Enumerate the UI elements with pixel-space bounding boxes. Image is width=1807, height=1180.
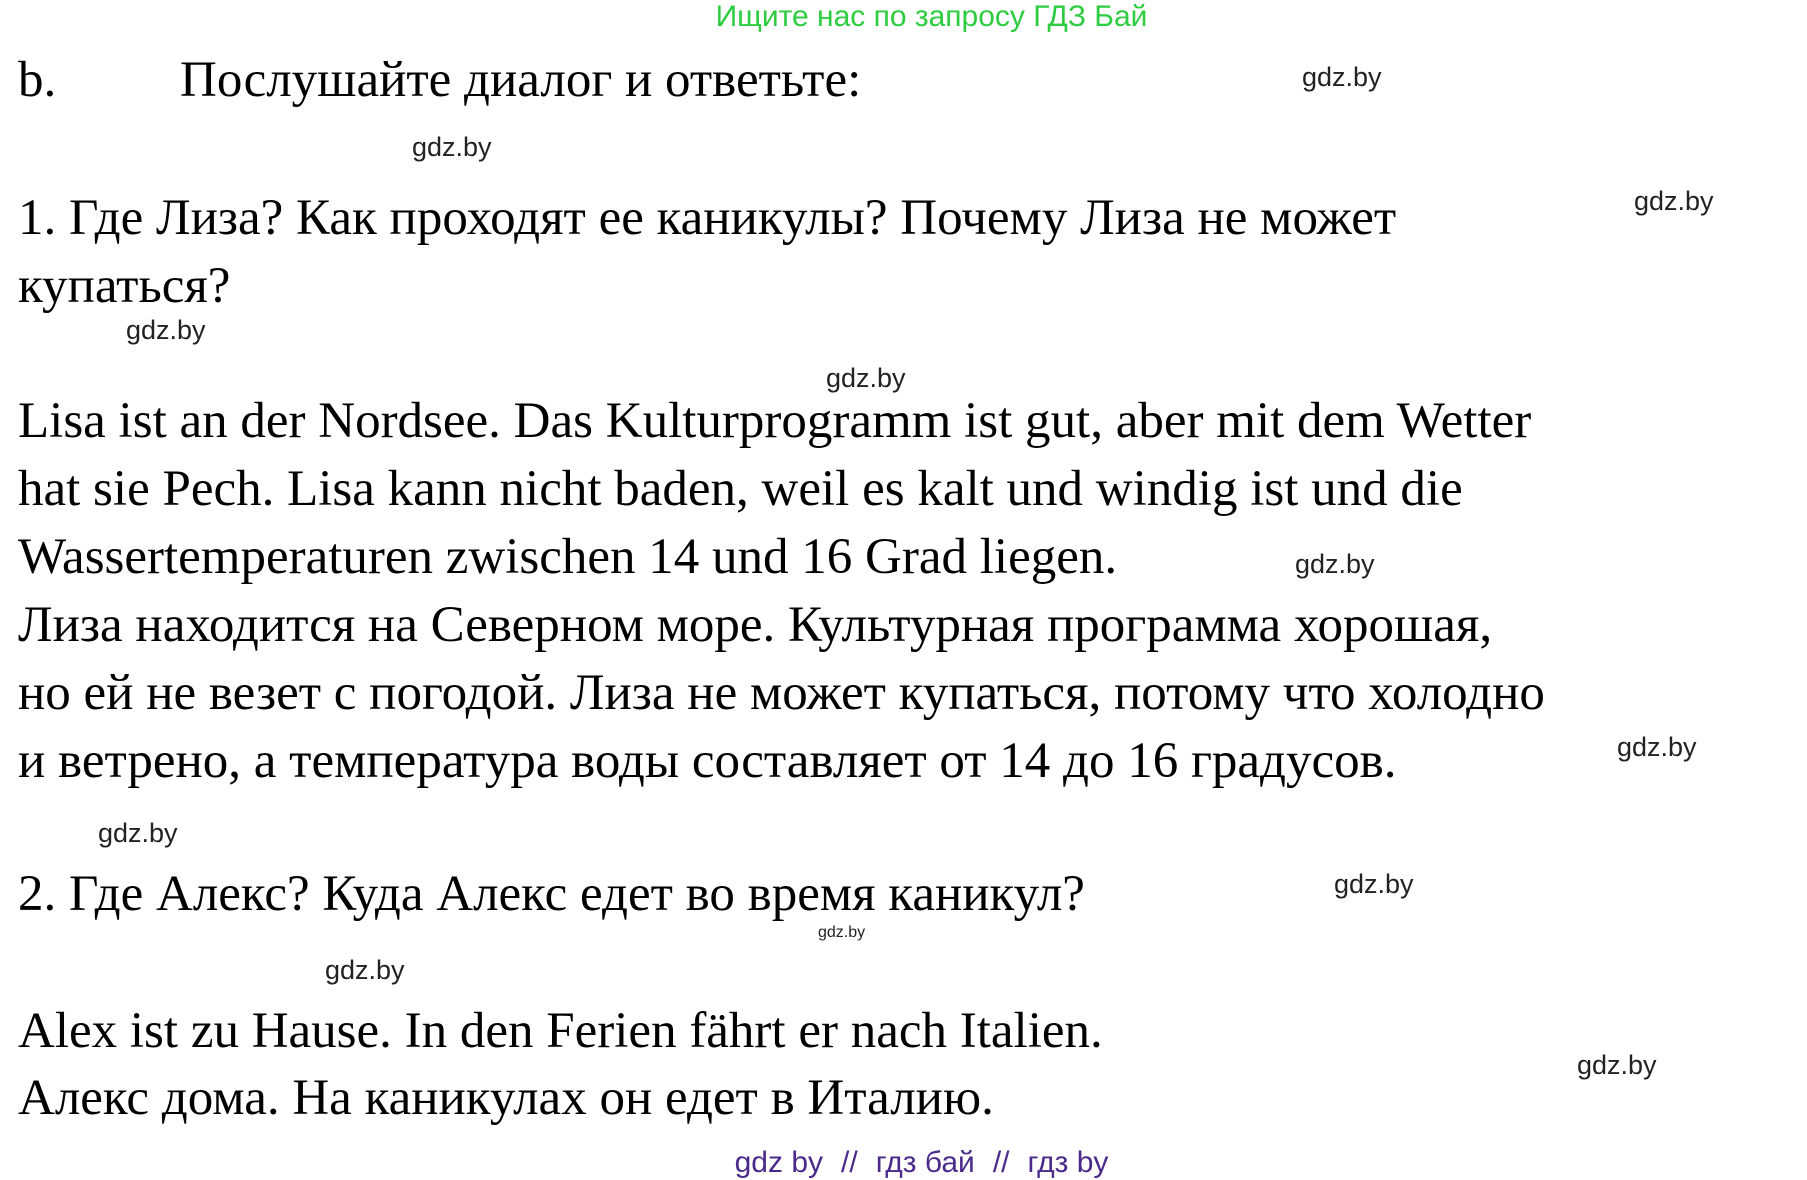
footer-links <box>0 1146 1807 1180</box>
answer-2-german: Alex ist zu Hause. In den Ferien fährt er nach Italien. <box>18 1003 1103 1059</box>
watermark: gdz.by <box>1577 1050 1657 1080</box>
watermark: gdz.by <box>1617 732 1697 762</box>
answer-1-german-line: Lisa ist an der Nordsee. Das Kulturprogramm ist gut, aber mit dem Wetter <box>18 393 1532 449</box>
watermark: gdz.by <box>826 363 906 393</box>
answer-1-russian <box>18 591 1545 795</box>
footer-link-gdz-by-cyr[interactable]: гдз by <box>1027 1146 1109 1179</box>
watermark: gdz.by <box>1295 549 1375 579</box>
footer-link-gdz-bai[interactable]: гдз бай <box>875 1146 975 1179</box>
answer-1-russian-line: но ей не везет с погодой. Лиза не может купаться, потому что холодно <box>18 665 1545 721</box>
answer-1-german-line: hat sie Pech. Lisa kann nicht baden, weil es kalt und windig ist und die <box>18 461 1463 517</box>
answer-2-russian: Алекс дома. На каникулах он едет в Италию. <box>18 1070 994 1126</box>
watermark: gdz.by <box>98 818 178 848</box>
watermark: gdz.by <box>1334 869 1414 899</box>
question-1-line: купаться? <box>18 258 231 314</box>
search-hint-banner: Ищите нас по запросу ГДЗ Бай <box>715 0 1148 33</box>
footer-separator: // <box>992 1146 1010 1179</box>
task-instruction: Послушайте диалог и ответьте: <box>180 52 862 108</box>
task-letter: b. <box>18 52 57 108</box>
watermark: gdz.by <box>412 132 492 162</box>
watermark: gdz.by <box>818 924 866 941</box>
question-2: 2. Где Алекс? Куда Алекс едет во время каникул? <box>18 866 1085 922</box>
watermark: gdz.by <box>126 315 206 345</box>
answer-1-russian-line: Лиза находится на Северном море. Культурная программа хорошая, <box>18 597 1493 653</box>
watermark: gdz.by <box>325 955 405 985</box>
footer-separator: // <box>841 1146 858 1179</box>
answer-1-russian-line: и ветрено, а температура воды составляет от 14 до 16 градусов. <box>18 733 1397 789</box>
footer-link-gdz-by[interactable]: gdz by <box>734 1146 824 1179</box>
answer-1-german-line: Wassertemperaturen zwischen 14 und 16 Grad liegen. <box>18 529 1118 585</box>
question-1 <box>18 184 1396 320</box>
watermark: gdz.by <box>1302 62 1382 92</box>
watermark: gdz.by <box>1634 186 1714 216</box>
question-1-line: 1. Где Лиза? Как проходят ее каникулы? Почему Лиза не может <box>18 190 1397 246</box>
